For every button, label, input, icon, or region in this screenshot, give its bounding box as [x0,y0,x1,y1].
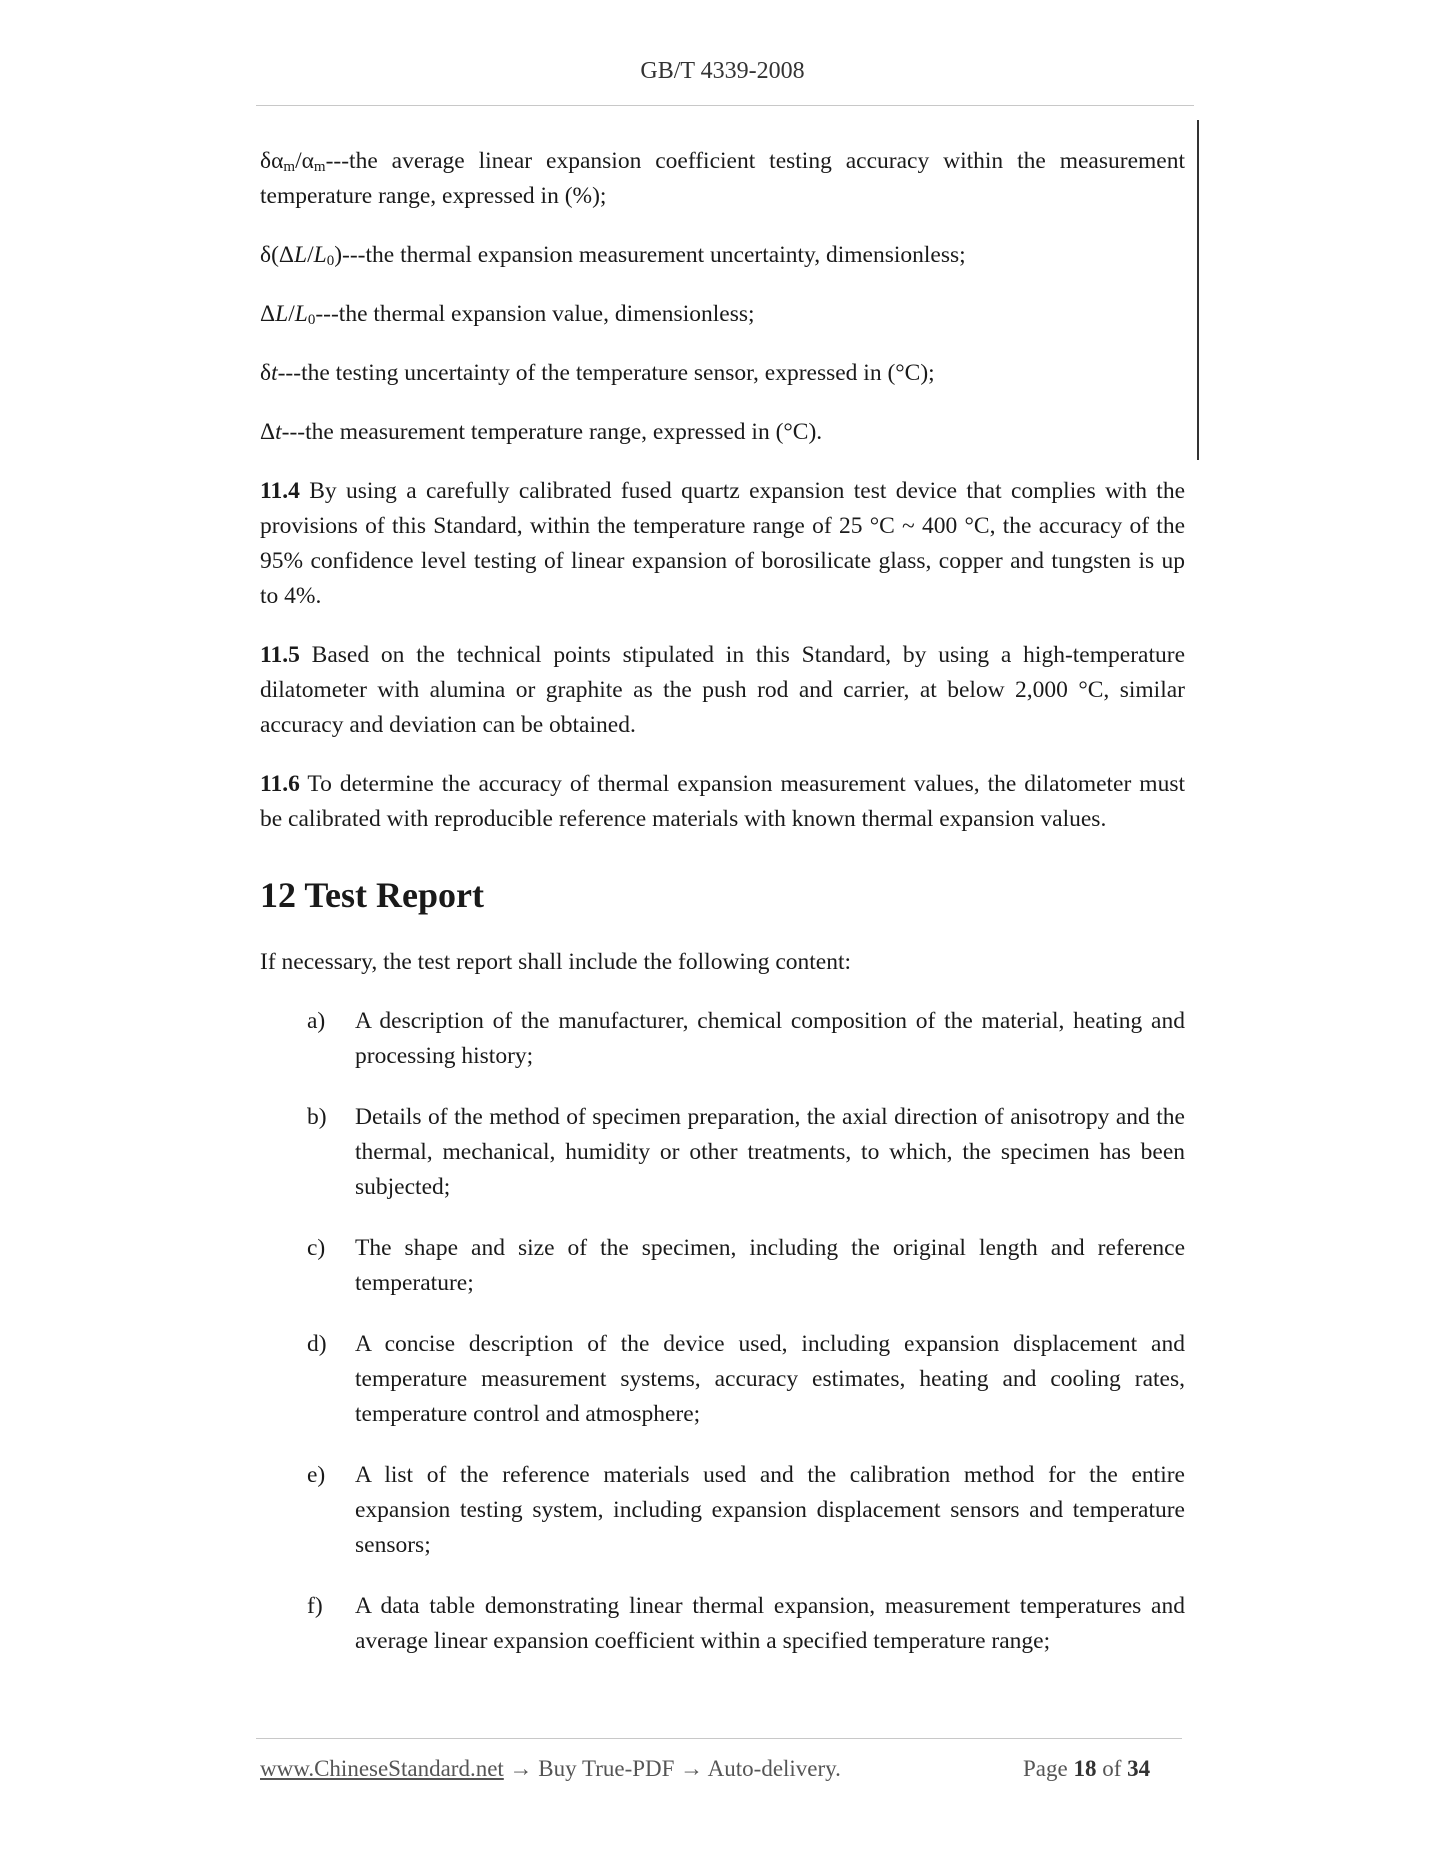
list-marker: e) [307,1462,326,1488]
clause-number: 11.4 [260,478,300,504]
section-heading: 12 Test Report [260,875,484,915]
list-item-text: A concise description of the device used, including expansion displacement and temperature measurement systems, accuracy estimates, heating and cooling rates, temperature control and atmosphere; [355,1331,1185,1427]
list-item [260,1458,1185,1563]
document-header-title: GB/T 4339-2008 [640,58,805,84]
definition-text: ---the thermal expansion measurement uncertainty, dimensionless; [342,242,966,268]
header-divider [256,105,1194,106]
clause-number: 11.5 [260,642,300,668]
definition-text: ---the testing uncertainty of the temperature sensor, expressed in (°C); [277,360,935,386]
definition-sensor-uncertainty: δt---the testing uncertainty of the temperature sensor, expressed in (°C); [260,360,935,386]
clause-text: By using a carefully calibrated fused quartz expansion test device that complies with the provisions of this Standard, within the temperature range of 25 °C ~ 400 °C, the accuracy of the 95% confidence level testing of linear expansion of borosilicate glass, copper and tungsten is up to 4%. [260,478,1185,609]
list-marker: f) [307,1593,323,1619]
definition-text: ---the measurement temperature range, expressed in (°C). [281,419,823,445]
list-item-text: A list of the reference materials used and the calibration method for the entire expansion testing system, including expansion displacement sensors and temperature sensors; [355,1462,1185,1558]
definition-uncertainty: $\delta(\Delta L/L_0)--$-the thermal expansion measurement uncertainty, dimensionless; [260,242,966,269]
list-item-text: A description of the manufacturer, chemical composition of the material, heating and processing history; [355,1008,1185,1069]
clause-number: 11.6 [260,771,300,797]
list-item-text: The shape and size of the specimen, including the original length and reference temperature; [355,1235,1185,1296]
website-link[interactable]: www.ChineseStandard.net [260,1756,504,1781]
footer-promo-text: → Buy True-PDF → Auto-delivery. [503,1756,841,1781]
definition-text: ---the thermal expansion value, dimensionless; [315,301,755,327]
clause-text: Based on the technical points stipulated in this Standard, by using a high-temperature dilatometer with alumina or graphite as the push rod and carrier, at below 2,000 °C, similar accuracy and deviation can be obtained. [260,642,1185,738]
definition-temperature-range: Δt---the measurement temperature range, expressed in (°C). [260,419,823,445]
clause-text: To determine the accuracy of thermal expansion measurement values, the dilatometer must be calibrated with reproducible reference materials with known thermal expansion values. [260,771,1185,832]
list-item-text: A data table demonstrating linear thermal expansion, measurement temperatures and average linear expansion coefficient within a specified temperature range; [355,1593,1185,1654]
definition-accuracy: $\delta\alpha_m/\alpha_m--$-the average linear expansion coefficient testing accuracy within the measurement temperature range, expressed in (%); [260,148,1185,209]
clause-11-6 [260,767,1185,837]
page-label: Page [1023,1756,1068,1781]
list-item [260,1004,1185,1074]
list-marker: b) [307,1104,327,1130]
list-item [260,1327,1185,1432]
definition-expansion-value: $\Delta L/L_0--$-the thermal expansion value, dimensionless; [260,301,755,328]
list-item [260,1589,1185,1659]
revision-bar [1197,120,1199,460]
section-intro: If necessary, the test report shall include the following content: [260,949,852,975]
list-marker: a) [307,1008,326,1034]
page-indicator [1023,1756,1150,1782]
report-content-list [260,1004,1185,1659]
footer-divider [256,1738,1182,1739]
page-content [260,144,1185,1685]
list-marker: d) [307,1331,327,1357]
list-item-text: Details of the method of specimen preparation, the axial direction of anisotropy and the thermal, mechanical, humidity or other treatments, to which, the specimen has been subjected; [355,1104,1185,1200]
of-label: of [1102,1756,1122,1781]
list-item [260,1231,1185,1301]
page-number: 18 [1073,1756,1097,1781]
clause-11-5 [260,638,1185,743]
page-total: 34 [1127,1756,1151,1781]
definition-text: ---the average linear expansion coefficient testing accuracy within the measurement temperature range, expressed in (%); [260,148,1185,209]
clause-11-4 [260,474,1185,614]
footer-promo [260,1756,841,1782]
list-item [260,1100,1185,1205]
list-marker: c) [307,1235,326,1261]
